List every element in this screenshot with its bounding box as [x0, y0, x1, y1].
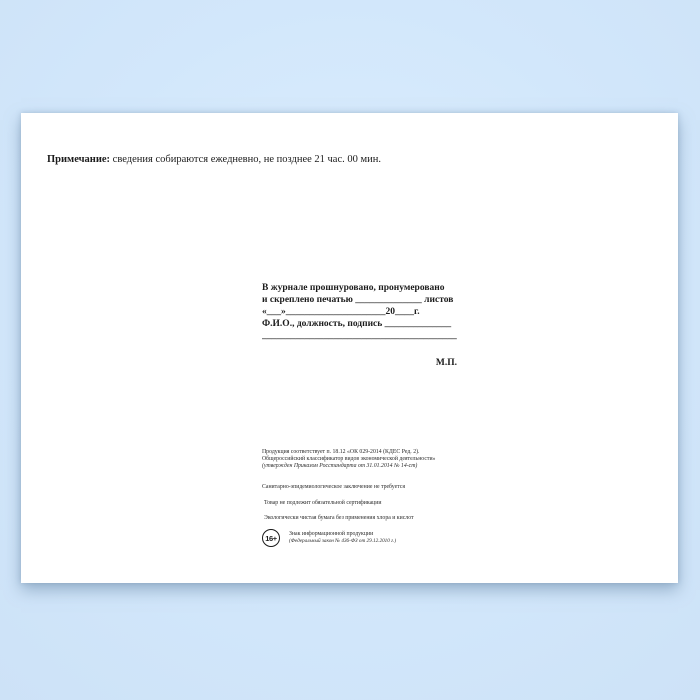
binding-line-3: «___»_____________________20____г.: [262, 307, 420, 317]
stamp-mp: М.П.: [435, 358, 457, 368]
compliance-line-2: Общероссийский классификатор видов экономической деятельности»: [262, 456, 436, 462]
age-rating-label: 16+: [265, 533, 277, 543]
certification-line: Товар не подлежит обязательной сертификации: [264, 500, 382, 506]
footer-block: [262, 449, 502, 547]
note-line: [47, 153, 381, 167]
info-product-sign: Знак информационной продукции: [289, 531, 374, 537]
info-product-law: (Федеральный закон № 436-ФЗ от 29.12.2010 г.): [289, 538, 397, 544]
info-product-row: [262, 529, 502, 547]
compliance-line-1: Продукция соответствует п. 18.12 «ОК 029-2014 (КДЕС Ред. 2).: [262, 449, 420, 455]
info-product-text: [289, 531, 396, 544]
note-text: сведения собираются ежедневно, не позднее 21 час. 00 мин.: [110, 153, 382, 165]
binding-line-4: Ф.И.О., должность, подпись ______________: [262, 319, 452, 329]
document-page: [21, 113, 678, 583]
eco-line: Экологически чистая бумага без применения хлора и кислот: [264, 515, 414, 521]
note-label: Примечание:: [47, 153, 111, 165]
binding-block: [262, 282, 459, 369]
binding-line-1: В журнале прошнуровано, пронумеровано: [262, 283, 445, 293]
sanitary-line: Санитарно-эпидемиологическое заключение не требуется: [262, 484, 406, 490]
binding-line-2: и скреплено печатью ______________ листов: [262, 295, 454, 305]
age-rating-16-icon: [262, 529, 280, 547]
binding-underscore-line: _________________________________________: [262, 331, 457, 341]
compliance-line-3: (утвержден Приказом Росстандарта от 31.01.2014 № 14-ст): [262, 463, 418, 469]
